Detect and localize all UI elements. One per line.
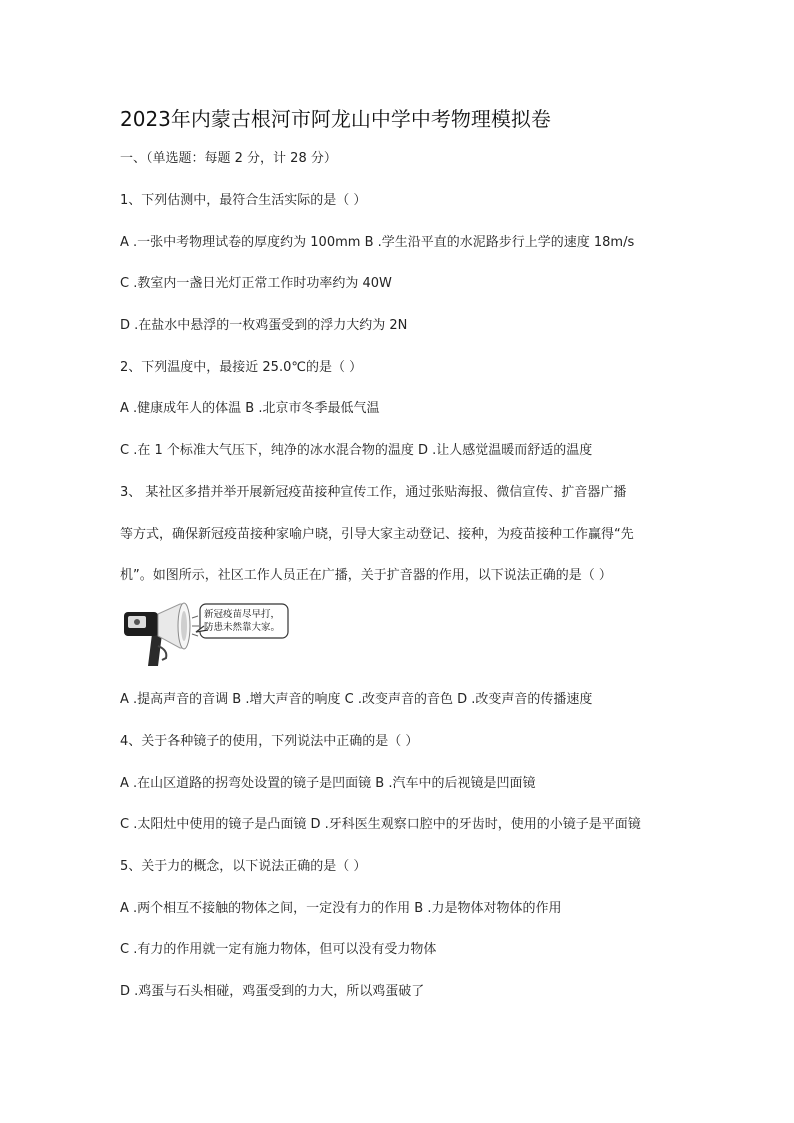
bubble-line-2: 防患未然靠大家。 bbox=[204, 622, 281, 633]
question-5-option-d: D .鸡蛋与石头相碰，鸡蛋受到的力大，所以鸡蛋破了 bbox=[120, 984, 425, 999]
question-1-stem: 1、下列估测中，最符合生活实际的是（ ） bbox=[120, 193, 367, 208]
question-2-stem: 2、下列温度中，最接近 25.0℃的是（ ） bbox=[120, 360, 363, 375]
question-5-options-ab: A .两个相互不接触的物体之间，一定没有力的作用 B .力是物体对物体的作用 bbox=[120, 901, 562, 916]
megaphone-handle bbox=[148, 634, 162, 666]
megaphone-horn-inner bbox=[181, 611, 187, 641]
speech-bubble-text bbox=[200, 606, 286, 638]
question-3-stem-line-3: 机”。如图所示，社区工作人员正在广播，关于扩音器的作用，以下说法正确的是（ ） bbox=[120, 568, 612, 583]
question-2-options-ab: A .健康成年人的体温 B .北京市冬季最低气温 bbox=[120, 401, 380, 416]
question-3-stem-line-1: 3、 某社区多措并举开展新冠疫苗接种宣传工作，通过张贴海报、微信宣传、扩音器广播 bbox=[120, 485, 627, 500]
question-1-option-d: D .在盐水中悬浮的一枚鸡蛋受到的浮力大约为 2N bbox=[120, 318, 408, 333]
question-1-option-c: C .教室内一盏日光灯正常工作时功率约为 40W bbox=[120, 276, 392, 291]
question-5-stem: 5、关于力的概念，以下说法正确的是（ ） bbox=[120, 859, 367, 874]
question-4-options-cd: C .太阳灶中使用的镜子是凸面镜 D .牙科医生观察口腔中的牙齿时，使用的小镜子是平面镜 bbox=[120, 817, 641, 832]
question-3-stem-line-2: 等方式，确保新冠疫苗接种家喻户晓，引导大家主动登记、接种，为疫苗接种工作赢得“先 bbox=[120, 527, 634, 542]
page-title: 2023年内蒙古根河市阿龙山中学中考物理模拟卷 bbox=[120, 107, 551, 131]
question-1-options-ab: A .一张中考物理试卷的厚度约为 100mm B .学生沿平直的水泥路步行上学的速度 18m/s bbox=[120, 235, 635, 250]
question-5-option-c: C .有力的作用就一定有施力物体，但可以没有受力物体 bbox=[120, 942, 437, 957]
question-4-stem: 4、关于各种镜子的使用，下列说法中正确的是（ ） bbox=[120, 734, 419, 749]
megaphone-button-icon bbox=[134, 619, 140, 625]
bubble-line-1: 新冠疫苗尽早打， bbox=[204, 609, 281, 620]
question-4-options-ab: A .在山区道路的拐弯处设置的镜子是凹面镜 B .汽车中的后视镜是凹面镜 bbox=[120, 776, 536, 791]
question-2-options-cd: C .在 1 个标准大气压下，纯净的冰水混合物的温度 D .让人感觉温暖而舒适的温度 bbox=[120, 443, 593, 458]
section-heading: 一、（单选题：每题 2 分，计 28 分） bbox=[120, 151, 337, 166]
question-3-options: A .提高声音的音调 B .增大声音的响度 C .改变声音的音色 D .改变声音的传播速度 bbox=[120, 692, 593, 707]
sound-wave-icon bbox=[192, 616, 198, 618]
